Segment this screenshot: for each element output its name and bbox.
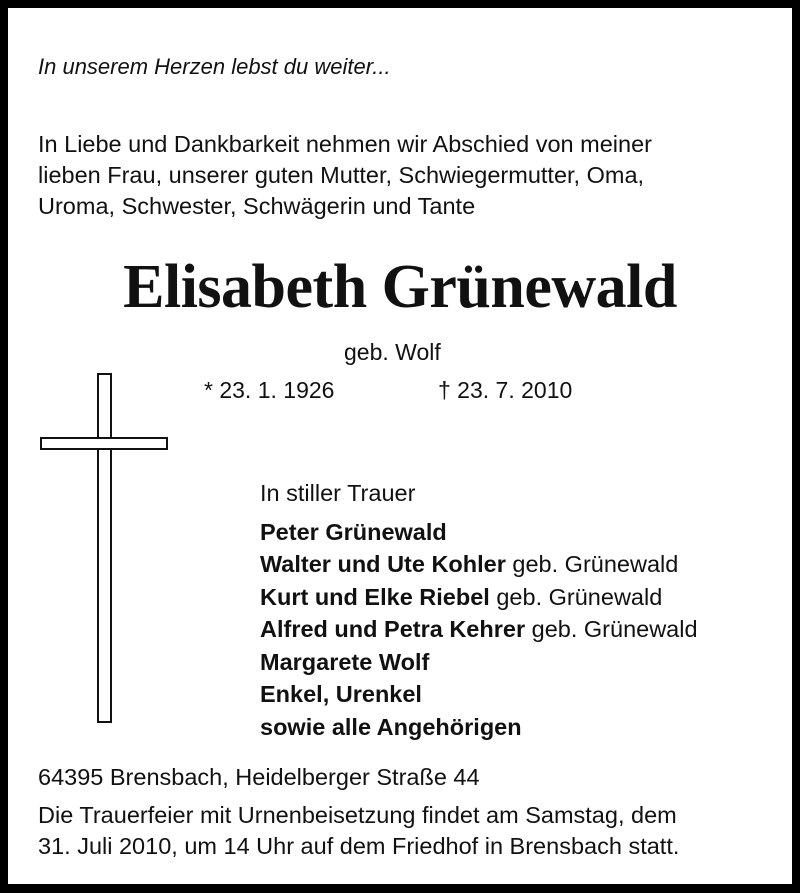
mourner-suffix: geb. Grünewald: [489, 583, 663, 610]
intro-line: In Liebe und Dankbarkeit nehmen wir Abschied von meiner: [38, 131, 652, 157]
mourner: [260, 613, 698, 646]
mourning-heading: In stiller Trauer: [260, 480, 416, 506]
mourner-name: Kurt und Elke Riebel: [260, 583, 490, 610]
mourner: [260, 581, 698, 614]
deceased-name: Elisabeth Grünewald: [123, 253, 677, 321]
mourner-name: Walter und Ute Kohler: [260, 551, 506, 577]
motto: In unserem Herzen lebst du weiter...: [38, 54, 391, 79]
intro-line: lieben Frau, unserer guten Mutter, Schwiegermutter, Oma,: [38, 162, 645, 188]
address: 64395 Brensbach, Heidelberger Straße 44: [38, 764, 480, 790]
mourners-list: [260, 477, 698, 743]
mourner: [260, 711, 698, 744]
birth-date: * 23. 1. 1926: [204, 377, 335, 403]
ceremony-line: Die Trauerfeier mit Urnenbeisetzung findet am Samstag, dem: [38, 802, 677, 828]
intro-line: Uroma, Schwester, Schwägerin und Tante: [38, 193, 476, 219]
mourner-name: Alfred und Petra Kehrer: [260, 616, 526, 642]
mourner: [260, 678, 698, 711]
death-date: † 23. 7. 2010: [438, 377, 573, 403]
ceremony-line: 31. Juli 2010, um 14 Uhr auf dem Friedhof in Brensbach statt.: [38, 833, 680, 859]
intro-text: [38, 129, 778, 222]
cross-icon: [97, 373, 112, 723]
mourner-name: Margarete Wolf: [260, 648, 430, 675]
ceremony-info: [38, 800, 679, 862]
mourner: [260, 548, 698, 581]
mourner-name: Peter Grünewald: [260, 518, 447, 545]
mourner: [260, 646, 698, 679]
mourner: [260, 516, 698, 549]
cross-icon-joint: [99, 439, 110, 448]
maiden-name: geb. Wolf: [344, 339, 441, 365]
mourner-suffix: geb. Grünewald: [505, 551, 679, 577]
mourner-suffix: geb. Grünewald: [525, 616, 698, 642]
mourner-name: Enkel, Urenkel: [260, 681, 422, 707]
mourner-name: sowie alle Angehörigen: [260, 713, 522, 740]
obituary-notice: [8, 8, 792, 884]
